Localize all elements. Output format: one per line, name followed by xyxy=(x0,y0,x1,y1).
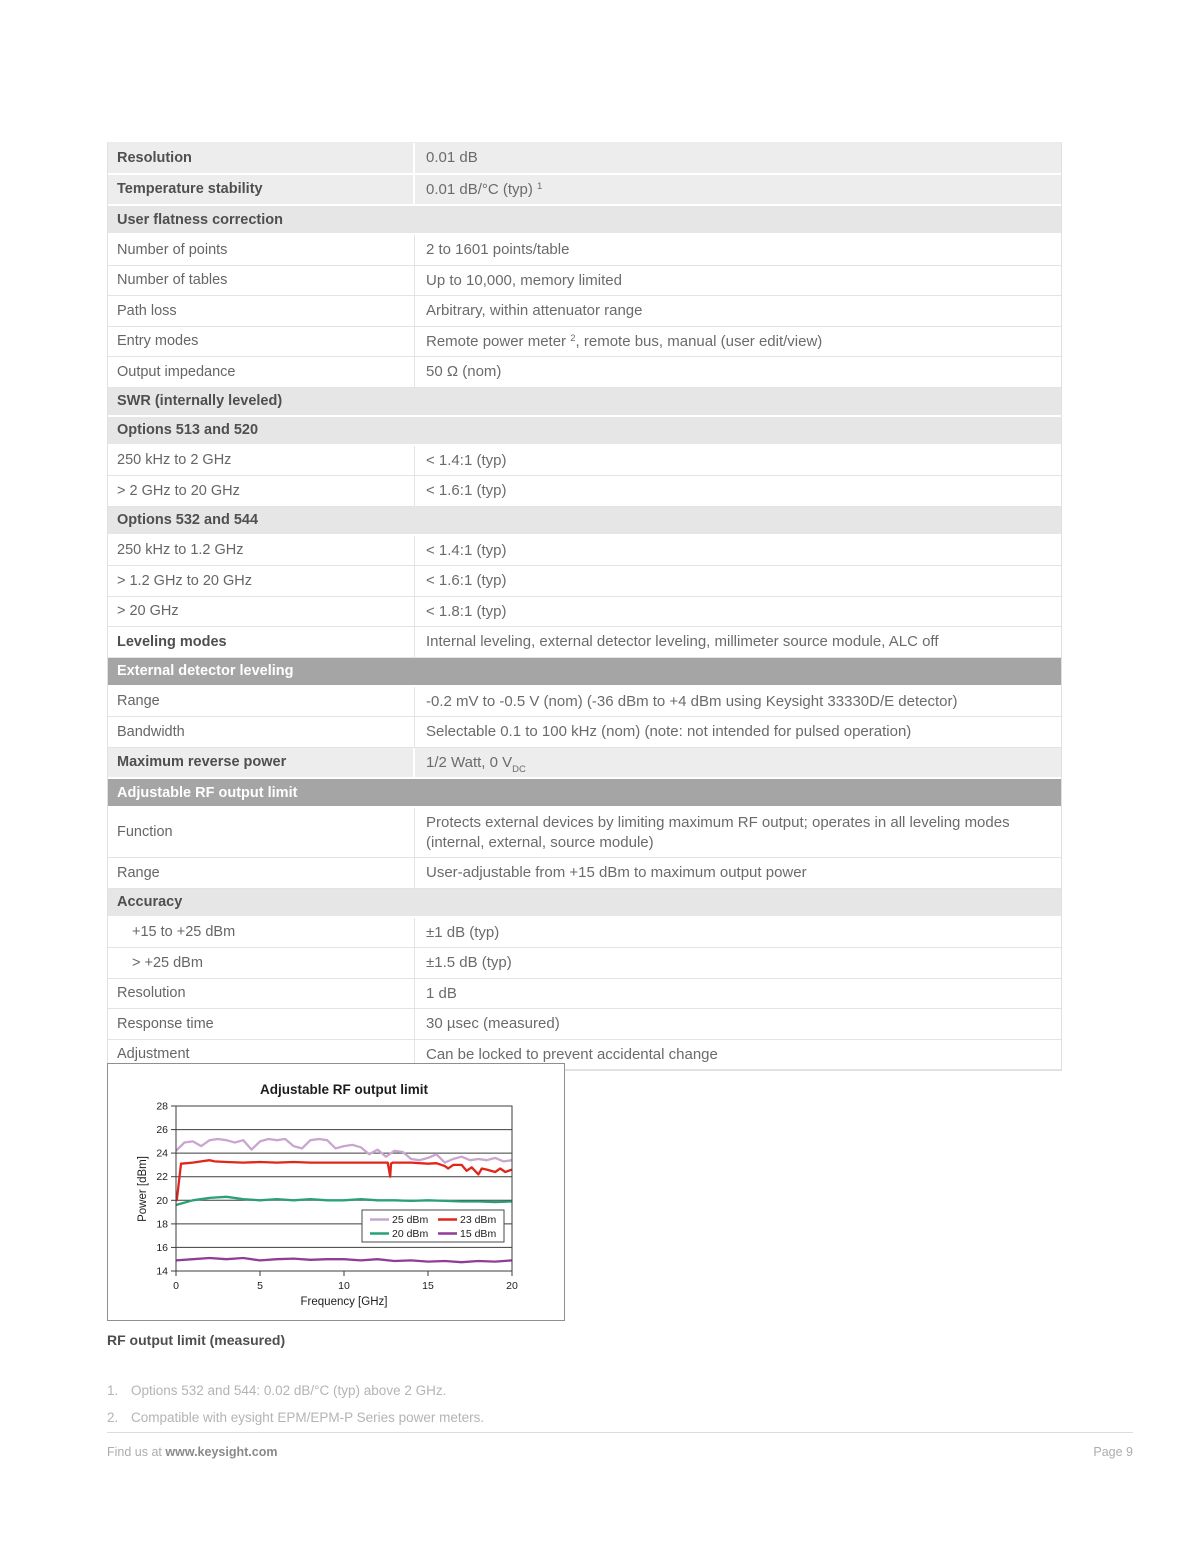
footnote-text: Options 532 and 544: 0.02 dB/°C (typ) above 2 GHz. xyxy=(131,1383,447,1398)
legend-label: 20 dBm xyxy=(392,1228,429,1240)
section-header-label: User flatness correction xyxy=(117,211,284,228)
series-line-15-dBm xyxy=(176,1258,512,1262)
spec-label: Response time xyxy=(108,1009,415,1039)
chart-plot-area xyxy=(156,1101,518,1293)
spec-row xyxy=(108,476,1061,507)
spec-value: 0.01 dB/°C (typ) $^1$ xyxy=(426,180,543,198)
series-line-23-dBm xyxy=(176,1160,512,1200)
spec-row xyxy=(108,296,1061,327)
section-header-row xyxy=(108,779,1061,808)
spec-value: 50 Ω (nom) xyxy=(426,363,502,380)
spec-row xyxy=(108,858,1061,889)
section-header-label: Adjustable RF output limit xyxy=(117,784,298,801)
spec-value: 0.01 dB xyxy=(426,149,478,166)
section-header-label: Accuracy xyxy=(117,894,183,910)
chart-caption: RF output limit (measured) xyxy=(107,1332,286,1348)
svg-text:22: 22 xyxy=(156,1171,168,1184)
footnote-text: Compatible with eysight EPM/EPM-P Series power meters. xyxy=(131,1410,485,1425)
spec-value: < 1.4:1 (typ) xyxy=(426,451,507,469)
legend-label: 23 dBm xyxy=(460,1214,497,1226)
spec-label: Resolution xyxy=(108,979,415,1009)
section-header-label: Options 532 and 544 xyxy=(117,512,259,528)
svg-text:10: 10 xyxy=(338,1280,350,1292)
svg-text:14: 14 xyxy=(156,1265,168,1278)
spec-label: Number of points xyxy=(108,235,415,265)
spec-value: Internal leveling, external detector leveling, millimeter source module, ALC off xyxy=(426,633,939,650)
spec-value: 30 µsec (measured) xyxy=(426,1015,560,1032)
spec-row xyxy=(108,566,1061,597)
svg-text:20: 20 xyxy=(506,1280,518,1292)
svg-text:18: 18 xyxy=(156,1218,168,1231)
series-line-25-dBm xyxy=(176,1139,512,1163)
spec-label: > 2 GHz to 20 GHz xyxy=(108,476,415,506)
spec-label: Maximum reverse power xyxy=(108,748,415,778)
spec-value: Selectable 0.1 to 100 kHz (nom) (note: not intended for pulsed operation) xyxy=(426,723,912,740)
spec-value: Can be locked to prevent accidental change xyxy=(426,1045,718,1063)
spec-label: Entry modes xyxy=(108,327,415,357)
spec-label: > 20 GHz xyxy=(108,597,415,627)
spec-label: +15 to +25 dBm xyxy=(108,918,415,948)
rf-output-limit-chart xyxy=(108,1064,564,1320)
spec-label: 250 kHz to 2 GHz xyxy=(108,446,415,476)
spec-value: ±1.5 dB (typ) xyxy=(426,954,512,971)
spec-label: Function xyxy=(108,808,415,857)
spec-value: Remote power meter $^2$, remote bus, manual (user edit/view) xyxy=(426,332,823,350)
spec-row xyxy=(108,717,1061,748)
spec-row xyxy=(108,597,1061,628)
section-header-row xyxy=(108,388,1061,417)
spec-row xyxy=(108,808,1061,858)
spec-row xyxy=(108,979,1061,1010)
spec-row xyxy=(108,446,1061,477)
spec-label: Adjustment xyxy=(108,1040,415,1070)
spec-value: ±1 dB (typ) xyxy=(426,923,500,941)
page-footer xyxy=(107,1432,1133,1459)
spec-row xyxy=(108,235,1061,266)
spec-label: Bandwidth xyxy=(108,717,415,747)
spec-value: < 1.6:1 (typ) xyxy=(426,572,507,589)
spec-value: 1/2 Watt, 0 $V_{DC}$ xyxy=(426,753,526,775)
keysight-link[interactable]: www.keysight.com xyxy=(165,1445,278,1459)
spec-row xyxy=(108,357,1061,388)
spec-value: 1 dB xyxy=(426,984,457,1002)
spec-row xyxy=(108,918,1061,949)
spec-row xyxy=(108,1009,1061,1040)
spec-label: > +25 dBm xyxy=(108,948,415,978)
section-header-label: SWR (internally leveled) xyxy=(117,393,283,409)
spec-row xyxy=(108,175,1061,207)
spec-label: Output impedance xyxy=(108,357,415,387)
spec-row xyxy=(108,536,1061,567)
section-header-label: External detector leveling xyxy=(117,663,294,679)
spec-label: Temperature stability xyxy=(108,175,415,205)
svg-text:24: 24 xyxy=(156,1147,168,1160)
chart-title: Adjustable RF output limit xyxy=(260,1082,428,1097)
spec-label: > 1.2 GHz to 20 GHz xyxy=(108,566,415,596)
spec-label: 250 kHz to 1.2 GHz xyxy=(108,536,415,566)
chart-box xyxy=(107,1063,565,1321)
series-line-20-dBm xyxy=(176,1197,512,1205)
footer-prefix: Find us at xyxy=(107,1445,166,1459)
footer-left xyxy=(107,1445,277,1459)
legend-label: 25 dBm xyxy=(392,1214,429,1226)
spec-label: Range xyxy=(108,687,415,717)
spec-value: 2 to 1601 points/table xyxy=(426,241,570,258)
spec-label: Leveling modes xyxy=(108,627,415,657)
footnote-number: 1. xyxy=(107,1383,119,1398)
spec-row xyxy=(108,327,1061,358)
footnote xyxy=(107,1377,484,1404)
section-header-row xyxy=(108,206,1061,235)
spec-label: Number of tables xyxy=(108,266,415,296)
spec-value: Up to 10,000, memory limited xyxy=(426,271,622,289)
spec-label: Resolution xyxy=(108,143,415,173)
spec-row xyxy=(108,143,1061,175)
spec-label: Path loss xyxy=(108,296,415,326)
section-header-row xyxy=(108,658,1061,687)
footnote-number: 2. xyxy=(107,1410,119,1425)
chart-legend xyxy=(362,1210,504,1242)
legend-label: 15 dBm xyxy=(460,1228,497,1240)
spec-row xyxy=(108,748,1061,780)
spec-value: < 1.6:1 (typ) xyxy=(426,482,507,499)
section-header-row xyxy=(108,889,1061,918)
spec-value: < 1.4:1 (typ) xyxy=(426,541,507,559)
spec-row xyxy=(108,266,1061,297)
svg-text:26: 26 xyxy=(156,1124,168,1137)
spec-row xyxy=(108,687,1061,718)
svg-text:5: 5 xyxy=(257,1280,263,1292)
footnotes xyxy=(107,1377,484,1431)
page-number: Page 9 xyxy=(1093,1445,1133,1459)
svg-text:28: 28 xyxy=(156,1100,168,1113)
chart-x-axis-label: Frequency [GHz] xyxy=(300,1296,388,1308)
section-header-label: Options 513 and 520 xyxy=(117,422,259,438)
spec-value: User-adjustable from +15 dBm to maximum output power xyxy=(426,864,807,881)
chart-y-axis-label: Power [dBm] xyxy=(137,1156,149,1222)
spec-label: Range xyxy=(108,858,415,888)
svg-text:0: 0 xyxy=(173,1280,179,1292)
section-header-row xyxy=(108,507,1061,536)
spec-value: < 1.8:1 (typ) xyxy=(426,602,507,620)
spec-table xyxy=(107,142,1062,1071)
svg-text:20: 20 xyxy=(156,1194,168,1207)
svg-text:15: 15 xyxy=(422,1280,434,1292)
spec-value: Arbitrary, within attenuator range xyxy=(426,302,643,319)
spec-row xyxy=(108,948,1061,979)
spec-row xyxy=(108,627,1061,658)
footnote xyxy=(107,1404,484,1431)
section-header-row xyxy=(108,417,1061,446)
spec-value: -0.2 mV to -0.5 V (nom) (-36 dBm to +4 dBm using Keysight 33330D/E detector) xyxy=(426,692,958,710)
svg-text:16: 16 xyxy=(156,1241,168,1254)
spec-value: Protects external devices by limiting maximum RF output; operates in all leveling modes (internal, external, source module) xyxy=(426,814,1010,851)
